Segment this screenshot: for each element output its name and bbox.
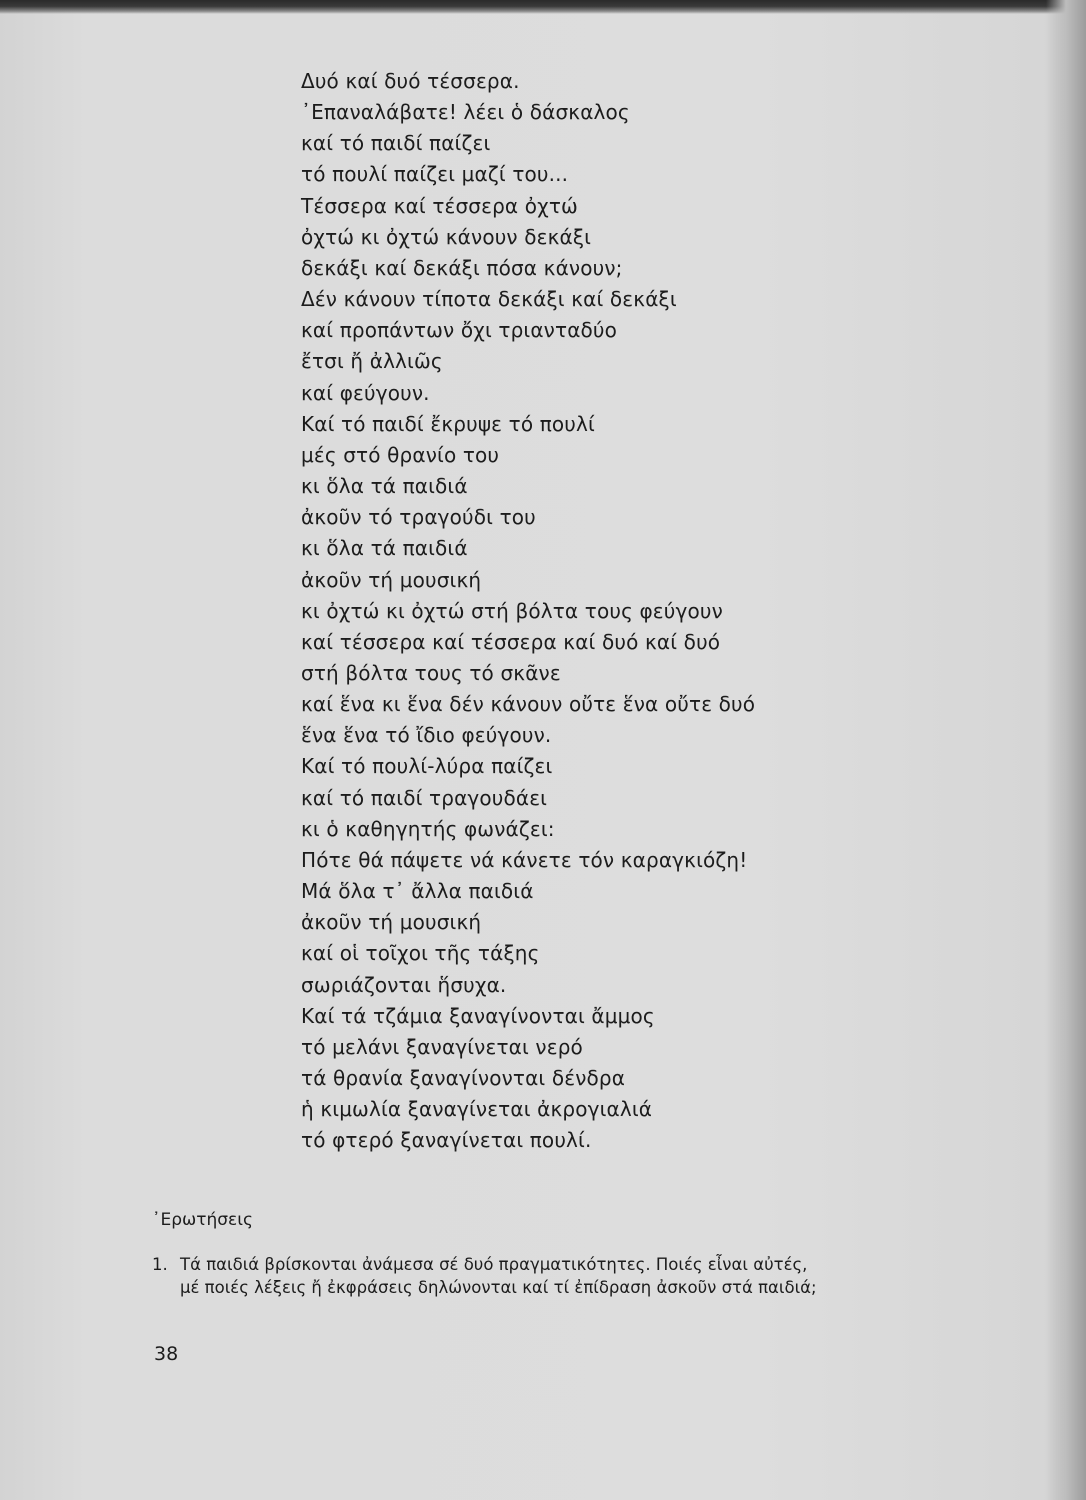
poem-line: ἀκοῦν τό τραγούδι του [301, 505, 536, 530]
poem-line: ἕνα ἕνα τό ἴδιο φεύγουν. [301, 723, 552, 748]
page-number: 38 [154, 1343, 179, 1365]
poem-line: τό μελάνι ξαναγίνεται νερό [301, 1034, 583, 1059]
poem-line: Πότε θά πάψετε νά κάνετε τόν καραγκιόζη! [301, 847, 748, 872]
poem-line: Καί τό παιδί ἔκρυψε τό πουλί [301, 411, 595, 436]
poem-line: Καί τά τζάμια ξαναγίνονται ἄμμος [301, 1003, 655, 1028]
poem-line: τό φτερό ξαναγίνεται πουλί. [301, 1128, 592, 1153]
question-text-line: μέ ποιές λέξεις ἤ ἐκφράσεις δηλώνονται καί τί ἐπίδραση ἀσκοῦν στά παιδιά; [180, 1278, 817, 1297]
poem-line: Δέν κάνουν τίποτα δεκάξι καί δεκάξι [301, 287, 677, 312]
question-item [152, 1253, 982, 1299]
scan-top-edge [0, 0, 1086, 14]
poem-line: ἡ κιμωλία ξαναγίνεται ἀκρογιαλιά [301, 1097, 653, 1122]
poem-line: στή βόλτα τους τό σκᾶνε [301, 660, 561, 685]
poem-line: τά θρανία ξαναγίνονται δένδρα [301, 1066, 626, 1090]
scan-right-edge [1046, 0, 1086, 1500]
poem-line: κι ὁ καθηγητής φωνάζει: [301, 816, 555, 841]
poem-line: τό πουλί παίζει μαζί του... [301, 162, 569, 187]
poem-line: κι ὅλα τά παιδιά [301, 474, 468, 499]
poem-line: κι ὀχτώ κι ὀχτώ στή βόλτα τους φεύγουν [301, 598, 723, 623]
question-text-line: Τά παιδιά βρίσκονται ἀνάμεσα σέ δυό πραγματικότητες. Ποιές εἶναι αὐτές, [180, 1255, 808, 1274]
poem-line: Καί τό πουλί-λύρα παίζει [301, 754, 553, 779]
poem-line: μές στό θρανίο του [301, 442, 500, 467]
questions-heading: ᾽Ερωτήσεις [152, 1210, 253, 1230]
poem-line: καί ἕνα κι ἕνα δέν κάνουν οὔτε ἕνα οὔτε δυό [301, 692, 756, 717]
poem-line: ὀχτώ κι ὀχτώ κάνουν δεκάξι [301, 224, 592, 249]
poem-line: ἔτσι ἤ ἀλλιῶς [301, 349, 443, 374]
poem-line: καί οἱ τοῖχοι τῆς τάξης [301, 941, 540, 966]
poem-line: καί τό παιδί παίζει [301, 131, 491, 156]
question-number: 1. [152, 1255, 168, 1274]
poem-line: ᾽Επαναλάβατε! λέει ὁ δάσκαλος [301, 100, 630, 125]
question-text [180, 1253, 982, 1299]
poem-line: δεκάξι καί δεκάξι πόσα κάνουν; [301, 255, 623, 280]
poem [301, 66, 755, 1156]
poem-line: καί τό παιδί τραγουδάει [301, 785, 548, 810]
poem-line: καί φεύγουν. [301, 380, 430, 405]
poem-line: Τέσσερα καί τέσσερα ὀχτώ [301, 193, 578, 218]
poem-line: κι ὅλα τά παιδιά [301, 536, 468, 561]
poem-line: καί προπάντων ὄχι τριανταδύο [301, 318, 618, 343]
poem-line: ἀκοῦν τή μουσική [301, 910, 482, 935]
poem-line: σωριάζονται ἥσυχα. [301, 972, 507, 997]
poem-line: ἀκοῦν τή μουσική [301, 567, 482, 592]
poem-line: καί τέσσερα καί τέσσερα καί δυό καί δυό [301, 629, 721, 654]
poem-line: Δυό καί δυό τέσσερα. [301, 69, 520, 93]
poem-line: Μά ὅλα τ᾽ ἄλλα παιδιά [301, 879, 534, 904]
